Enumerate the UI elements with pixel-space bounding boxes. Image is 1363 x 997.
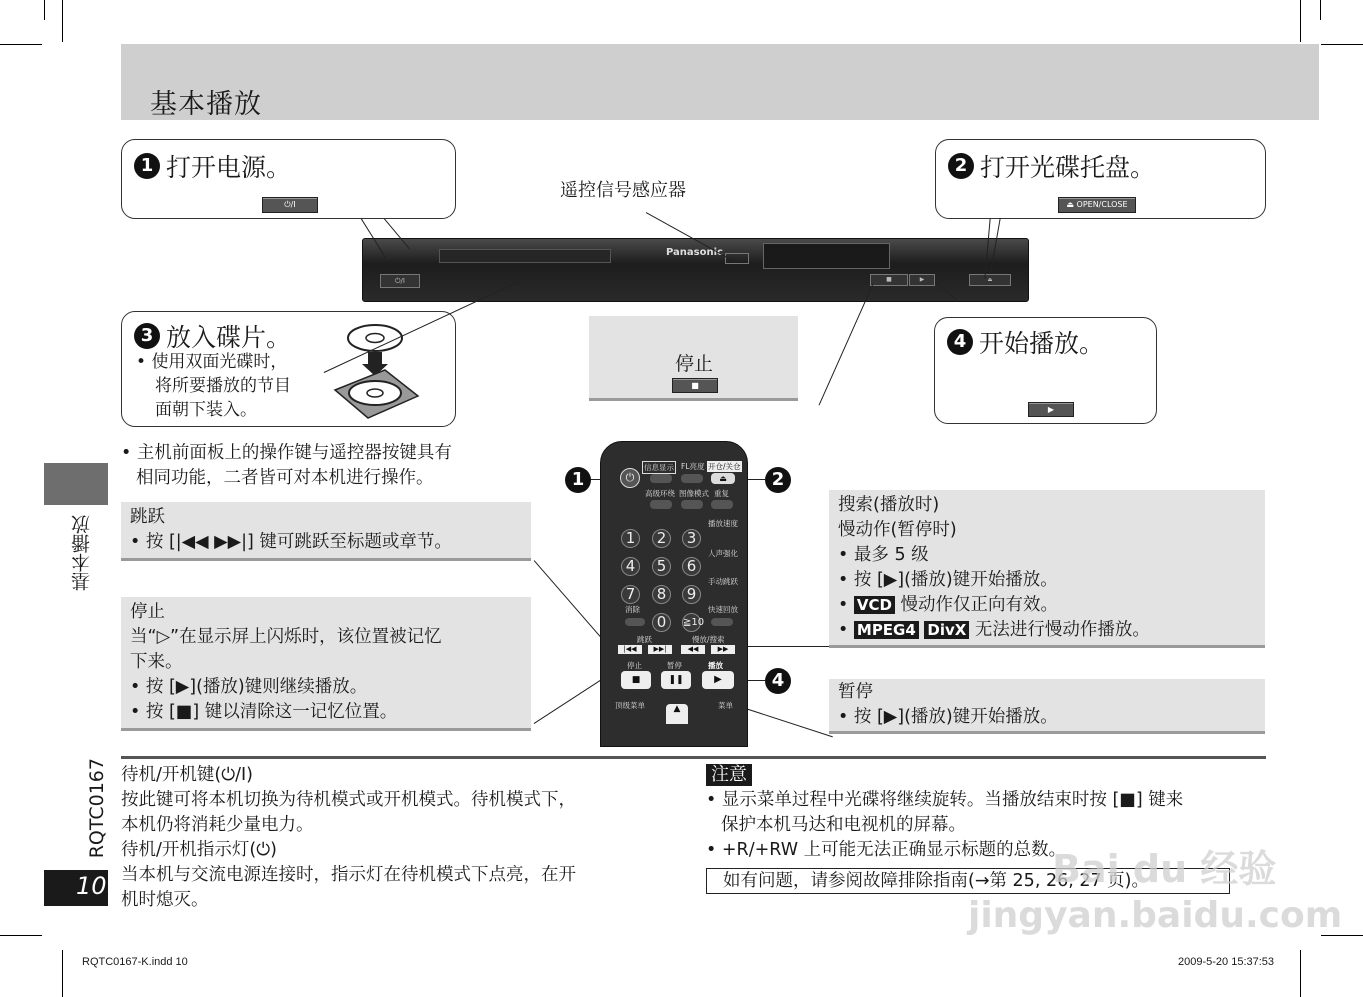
pause-title: 暂停 [838,682,873,702]
search-panel: 搜索(播放时) 慢动作(暂停时) • 最多 5 级 • 按 [▶](播放)键开始播放。 • VCD 慢动作仅正向有效。 • MPEG4 DivX 无法进行慢动作播放。 [829,490,1265,645]
note-title: 注意 [706,764,752,786]
step-2-bubble [935,139,1266,219]
intro-line-2: 相同功能，二者皆可对本机进行操作。 [136,468,434,488]
remote-search-label: 慢放/搜索 [692,635,725,644]
skip-title: 跳跃 [130,507,165,527]
remote-replay-label: 快速回放 [708,605,738,614]
play-key: ▶ [1028,402,1074,417]
remote-search-ff: ▶▶ [711,645,735,654]
remote-digit-7: 7 [621,585,640,604]
stop-panel-line-2: 下来。 [130,652,183,672]
remote-skip-next: ▶▶| [648,645,672,654]
step-1-bubble [121,139,456,219]
leader-line [737,646,829,647]
stop-panel: 停止 当“▷”在显示屏上闪烁时，该位置被记忆 下来。 • 按 [▶](播放)键则继续播放。 • 按 [■] 键以清除这一记忆位置。 [121,597,531,728]
watermark-main: Bai du 经验 [1052,847,1277,891]
open-close-key: ⏏ OPEN/CLOSE [1058,197,1136,213]
dvd-player [362,238,1029,302]
step-1-number: 1 [134,153,160,179]
disc-tray [439,249,611,263]
mpeg4-badge: MPEG4 [854,621,919,639]
remote-open-label: 开仓/关仓 [708,462,741,471]
note-box-text: 如有问题，请参阅故障排除指南(→第 25, 26, 27 页)。 [723,871,1149,891]
standby-line-1: 按此键可将本机切换为待机模式或开机模式。待机模式下， [121,790,576,810]
remote-search-rew: ◀◀ [681,645,705,654]
step-2-number: 2 [948,153,974,179]
page-title: 基本播放 [150,89,262,120]
stop-panel-bullet-1: 按 [▶](播放)键则继续播放。 [145,677,368,697]
display-window [763,243,890,269]
doc-code: RQTC0167 [86,758,108,859]
stop-box [589,316,798,401]
search-bullet-2: 按 [▶](播放)键开始播放。 [853,570,1058,590]
remote-voice-label: 人声强化 [708,549,738,558]
standby-line-2: 本机仍将消耗少量电力。 [121,815,314,835]
power-key: ⏻/I [262,197,318,213]
remote-power-button: ⏻ [620,468,640,488]
remote-fl-label: FL亮度 [681,462,705,471]
remote-repeat-label: 重复 [714,489,729,498]
front-play-button: ▶ [909,274,935,286]
skip-text: 按 [|◀◀ ▶▶|] 键可跳跃至标题或章节。 [145,532,452,552]
step-3-line-2: 将所要播放的节目 [155,376,291,396]
pause-panel-bar [829,731,1265,734]
intro-line-1: 主机前面板上的操作键与遥控器按键具有 [136,443,452,463]
remote-callout-1: 1 [565,467,591,493]
step-4-number: 4 [947,329,973,355]
stop-panel-bullet-2: 按 [■] 键以清除这一记忆位置。 [145,702,398,722]
remote-eject-button: ⏏ [711,473,735,484]
vcd-badge: VCD [854,596,895,614]
note-bullet-1-line-2: 保护本机马达和电视机的屏幕。 [721,815,966,835]
pause-panel: 暂停 • 按 [▶](播放)键开始播放。 [829,679,1265,731]
remote-skip-prev: |◀◀ [618,645,642,654]
skip-panel-bar [121,558,531,561]
step-4-title: 开始播放。 [979,329,1105,358]
step-3-line-3: 面朝下装入。 [155,400,257,420]
remote-stop-button: ■ [621,671,651,689]
remote-stop-label: 停止 [627,661,642,670]
search-title: 搜索(播放时) [838,495,940,515]
stop-box-label: 停止 [675,353,714,375]
remote-surround-label: 高级环绕 [645,489,675,498]
remote-speed-label: 播放速度 [708,519,738,528]
step-3-bubble: 3 放入碟片。 • 使用双面光碟时， 将所要播放的节目 面朝下装入。 [121,311,456,427]
remote-info-label: 信息显示 [644,463,674,472]
pause-text: 按 [▶](播放)键开始播放。 [853,707,1058,727]
vcd-text: 慢动作仅正向有效。 [900,595,1059,615]
step-2-title: 打开光碟托盘。 [980,153,1156,182]
section-divider [121,756,1266,759]
remote-skip-label: 跳跃 [637,635,652,644]
remote-digit-6: 6 [682,557,701,576]
remote-picture-label: 图像模式 [679,489,709,498]
remote-mute-label: 消除 [625,605,640,614]
sensor-label: 遥控信号感应器 [560,180,686,201]
indicator-line-1: 当本机与交流电源连接时，指示灯在待机模式下点亮，在开 [121,865,576,885]
step-4-bubble [934,317,1157,424]
side-tab [44,463,108,505]
step-1-title: 打开电源。 [166,153,292,182]
slow-title: 慢动作(暂停时) [838,520,957,540]
remote-callout-4: 4 [765,668,791,694]
step-3-number: 3 [134,323,160,349]
standby-title: 待机/开机键(⏻/I) [121,765,253,785]
side-tab-label: 基本播放 [71,515,93,591]
front-open-button: ⏏ [969,274,1011,286]
remote-pause-label: 暂停 [667,661,682,670]
remote-digit-0: 0 [652,613,671,632]
remote-digit-5: 5 [652,557,671,576]
note-bullet-2: +R/+RW 上可能无法正确显示标题的总数。 [721,840,1067,860]
brand-logo: Panasonic [666,247,723,258]
divx-badge: DivX [924,621,969,639]
remote-digit-8: 8 [652,585,671,604]
remote-play-label: 播放 [708,661,723,670]
indicator-title: 待机/开机指示灯(⏻) [121,840,277,860]
step-3-title: 放入碟片。 [166,323,292,352]
stop-panel-title: 停止 [130,602,165,622]
remote-control: ⏻ 信息显示 FL亮度 开仓/关仓 ⏏ 高级环绕 图像模式 重复 播放速度 人声强化 手动跳跃 快速回放 消除 1 2 3 4 5 6 7 8 9 0 ≧10 跳跃 慢放/搜索 |◀◀ ▶▶| ◀◀ ▶▶ 停止 暂停 播放 ■ ❚❚ ▶ 顶级菜单 菜单 ▲ [600,441,748,747]
leader-line [534,675,609,724]
remote-top-menu-label: 顶级菜单 [615,701,645,710]
remote-menu-label: 菜单 [718,701,733,710]
indicator-line-2: 机时熄灭。 [121,890,209,910]
watermark-url: jingyan.baidu.com [968,895,1343,936]
footer-time: 2009-5-20 15:37:53 [1178,956,1275,968]
note-bullet-1-line-1: 显示菜单过程中光碟将继续旋转。当播放结束时按 [■] 键来 [721,790,1184,810]
search-panel-bar [829,645,1265,648]
front-stop-button: ■ [870,274,908,286]
remote-manual-skip-label: 手动跳跃 [708,577,738,586]
remote-digit-2: 2 [652,529,671,548]
header-band [121,44,1319,120]
remote-digit-9: 9 [682,585,701,604]
stop-panel-line-1: 当“▷”在显示屏上闪烁时，该位置被记忆 [130,627,442,647]
mpeg-text: 无法进行慢动作播放。 [974,620,1150,640]
remote-digit-10: ≧10 [682,613,701,632]
remote-digit-3: 3 [682,529,701,548]
front-power-button: ⏻/I [380,274,420,288]
search-bullet-1: 最多 5 级 [853,545,929,565]
remote-pause-button: ❚❚ [661,671,691,689]
page-number: 10 [76,872,107,900]
stop-panel-bar [121,728,531,731]
step-3-line-1: 使用双面光碟时， [151,352,288,372]
stop-box-key: ■ [672,378,718,393]
footer-file: RQTC0167-K.indd 10 [82,956,188,968]
remote-digit-1: 1 [621,529,640,548]
remote-play-button: ▶ [702,671,734,689]
remote-digit-4: 4 [621,557,640,576]
skip-panel: 跳跃 • 按 [|◀◀ ▶▶|] 键可跳跃至标题或章节。 [121,502,531,558]
remote-callout-2: 2 [765,467,791,493]
